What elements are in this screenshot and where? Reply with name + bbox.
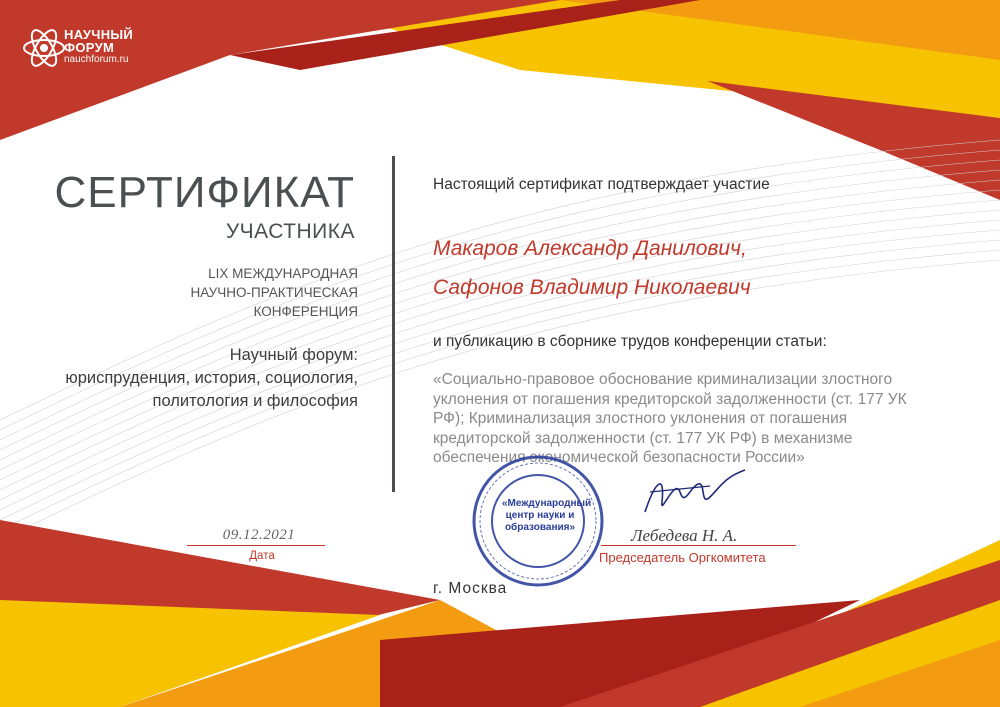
handwritten-signature bbox=[640, 462, 750, 522]
conference-line: LIX МЕЖДУНАРОДНАЯ bbox=[208, 266, 358, 281]
signer-title: Председатель Оргкомитета bbox=[599, 550, 766, 565]
stamp-line: центр науки и bbox=[505, 510, 575, 521]
stamp-text bbox=[502, 498, 592, 534]
forum-line: Научный форум: bbox=[229, 346, 358, 364]
date-underline bbox=[187, 545, 325, 546]
date-label: Дата bbox=[249, 550, 275, 562]
logo-site: nauchforum.ru bbox=[64, 54, 129, 65]
certificate-title: СЕРТИФИКАТ bbox=[54, 168, 355, 217]
conference-line: КОНФЕРЕНЦИЯ bbox=[253, 304, 358, 319]
confirm-text: Настоящий сертификат подтверждает участие bbox=[433, 176, 770, 193]
forum-line: политология и философия bbox=[152, 392, 358, 410]
forum-topic bbox=[0, 344, 358, 413]
participant-names bbox=[433, 229, 751, 307]
logo-wordmark bbox=[64, 28, 133, 66]
stamp-line: образования» bbox=[504, 522, 576, 533]
article-title: «Социально-правовое обоснование криминализации злостного уклонения от погашения кредиторской задолженности (ст. 177 УК РФ); Криминализация злостного уклонения от погашения кредиторской задолженности (ст. 177 УК РФ) в механизме обеспечения экономической безопасности России» bbox=[433, 371, 907, 466]
city: г. Москва bbox=[433, 580, 508, 597]
logo-line-2: ФОРУМ bbox=[64, 40, 115, 55]
certificate-subtitle: УЧАСТНИКА bbox=[225, 220, 355, 243]
publication-text: и публикацию в сборнике трудов конференции статьи: bbox=[433, 333, 827, 350]
signer-name: Лебедева Н. А. bbox=[631, 526, 738, 545]
vertical-divider bbox=[392, 156, 395, 492]
conference-name bbox=[58, 264, 358, 321]
participant-name: Сафонов Владимир Николаевич bbox=[433, 276, 751, 299]
logo-line-1: НАУЧНЫЙ bbox=[64, 27, 134, 42]
date-value: 09.12.2021 bbox=[222, 527, 296, 543]
conference-line: НАУЧНО-ПРАКТИЧЕСКАЯ bbox=[190, 285, 358, 300]
stamp-line: «Международный bbox=[502, 498, 592, 509]
signature-underline bbox=[601, 545, 796, 546]
forum-line: юриспруденция, история, социология, bbox=[65, 369, 358, 387]
participant-name: Макаров Александр Данилович, bbox=[433, 237, 747, 260]
